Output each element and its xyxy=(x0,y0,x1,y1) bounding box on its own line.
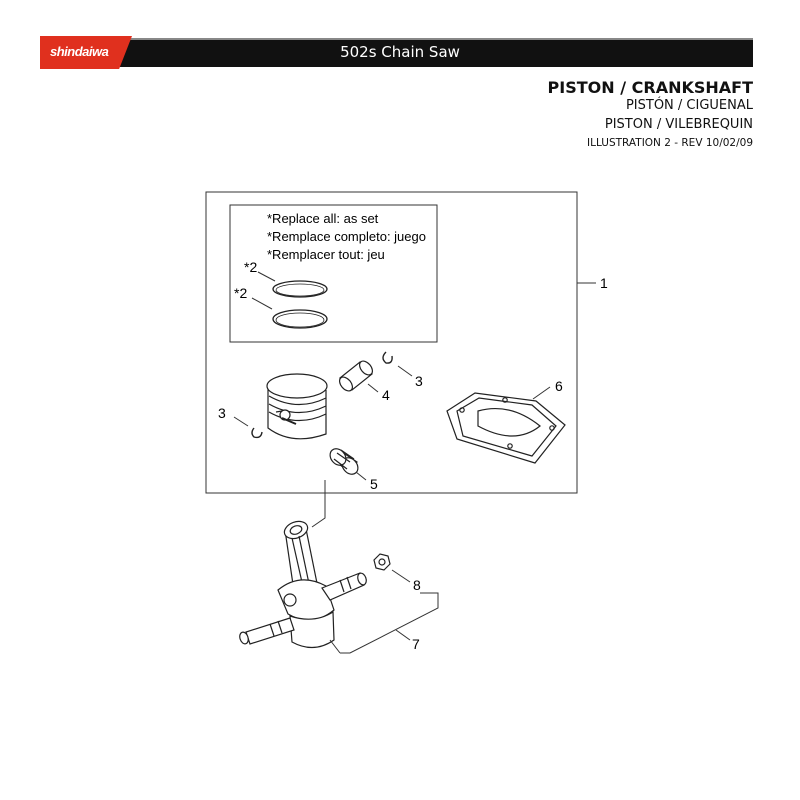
piston-ring-upper xyxy=(273,281,327,297)
callout-2-upper: *2 xyxy=(244,259,258,275)
circlip-right xyxy=(383,352,392,363)
leader-line-5 xyxy=(356,472,366,480)
callout-1: 1 xyxy=(600,275,608,291)
callout-8: 8 xyxy=(413,577,421,593)
piston-pin xyxy=(337,359,375,394)
leader-line-6 xyxy=(533,387,550,399)
section-title-french: PISTON / VILEBREQUIN xyxy=(604,117,753,132)
callout-4: 4 xyxy=(382,387,390,403)
section-title-english: PISTON / CRANKSHAFT xyxy=(547,78,753,97)
section-title-spanish: PISTÓN / CIGUENAL xyxy=(625,98,753,113)
leader-line-2b xyxy=(252,298,272,309)
leader-line-7 xyxy=(396,630,410,640)
circlip-left xyxy=(252,428,262,437)
document-title: 502s Chain Saw xyxy=(340,43,460,61)
crankshaft xyxy=(238,518,367,647)
callout-5: 5 xyxy=(370,476,378,492)
note-remplacer-tout: *Remplacer tout: jeu xyxy=(267,247,385,262)
callout-2-lower: *2 xyxy=(234,285,248,301)
leader-line-8 xyxy=(392,570,410,582)
piston xyxy=(267,374,327,439)
callout-7: 7 xyxy=(412,636,420,652)
callout-6: 6 xyxy=(555,378,563,394)
cylinder-gasket xyxy=(447,393,565,463)
crankshaft-nut xyxy=(374,554,390,570)
leader-line-4 xyxy=(368,384,378,392)
illustration-revision: ILLUSTRATION 2 - REV 10/02/09 xyxy=(587,137,753,149)
leader-line-7-left xyxy=(330,640,340,653)
note-replace-all: *Replace all: as set xyxy=(267,211,379,226)
leader-line-2a xyxy=(258,272,275,281)
callout-3-right: 3 xyxy=(415,373,423,389)
brand-logo-text: shindaiwa xyxy=(50,44,109,59)
note-remplace-completo: *Remplace completo: juego xyxy=(267,229,426,244)
leader-bearing-to-crank xyxy=(312,480,325,527)
piston-ring-lower xyxy=(273,310,327,328)
callout-3-left: 3 xyxy=(218,405,226,421)
leader-line-3-right xyxy=(398,366,412,376)
bracket-7 xyxy=(340,593,438,653)
leader-line-3-left xyxy=(234,417,248,426)
